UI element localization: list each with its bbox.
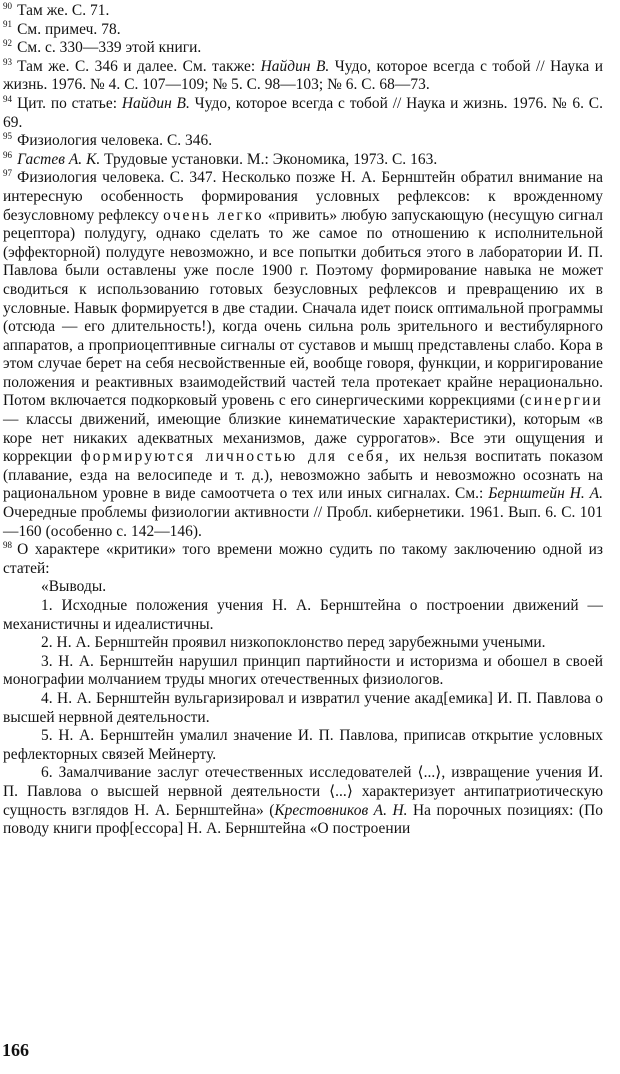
author-name: Гастев А. К. xyxy=(17,150,101,168)
quote-text: 6. Замалчивание заслуг отечественных исследователей ⟨...⟩, извращение учения И. П. Павлова о высшей нервной деятельности ⟨...⟩ характеризует антипатриотическую сущность взглядов Н. А. Бернштейна» ( xyxy=(3,764,603,819)
author-name: Найдин В. xyxy=(121,94,190,112)
emphasis-text: очень легко xyxy=(163,206,264,224)
footnote-number: 94 xyxy=(3,93,13,104)
quote-item: 5. Н. А. Бернштейн умалил значение И. П. Павлова, приписав открытие условных рефлекторных связей Мейнерту. xyxy=(3,727,603,763)
footnote-94 xyxy=(3,95,603,132)
footnote-text: Там же. С. 71. xyxy=(17,2,110,19)
footnote-98 xyxy=(3,541,603,578)
footnote-92 xyxy=(3,39,603,58)
footnote-96 xyxy=(3,151,603,170)
author-name: Бернштейн Н. А. xyxy=(488,485,604,503)
footnote-number: 97 xyxy=(3,168,13,179)
emphasis-text: формируются личностью для себя, xyxy=(80,448,391,466)
footnote-text: Очередные проблемы физиологии активности // Пробл. кибернетики. 1961. Вып. 6. С. 101—160 (особенно с. 142—146). xyxy=(3,504,603,540)
footnote-97 xyxy=(3,169,603,541)
quote-item: 3. Н. А. Бернштейн нарушил принцип партийности и историзма и обошел в своей монографии молчанием труды многих отечественных физиологов. xyxy=(3,652,603,689)
footnote-text: Чудо, которое всегда с тобой // Наука и жизнь. 1976. № 6. С. 69. xyxy=(3,94,604,131)
footnote-text: Там же. С. 346 и далее. См. также: xyxy=(17,57,261,75)
footnote-text: Цит. по статье: xyxy=(17,94,122,112)
footnotes-text xyxy=(3,2,603,839)
footnote-text: Физиология человека. С. 347. Несколько позже Н. А. Бернштейн обратил внимание на интересную особенность формирования условных рефлексов: к врожденному безусловному рефлексу xyxy=(3,169,603,224)
emphasis-text: синергии xyxy=(524,392,603,410)
quote-item: 2. Н. А. Бернштейн проявил низкопоклонство перед зарубежными учеными. xyxy=(41,634,546,652)
footnote-number: 92 xyxy=(3,38,13,49)
footnote-text: «привить» любую запускающую (несущую сигнал рецептора) полудугу, однако сделать то же самое по отношению к исполнительной (эффекторной) полудуге невозможно, и все попытки добиться этого в лаборатории И. П. Павлова были оставлены уже после 1900 г. Поэтому формирование навыка не может сводиться к использованию готовых безусловных рефлексов и превращению их в условные. Навык формируется в две стадии. Сначала идет поиск оптимальной программы (отсюда — его длительность!), когда очень сильна роль зрительного и вестибулярного аппаратов, а проприоцептивные сигналы от суставов и мышц представлены слабо. Кора в этом случае берет на себя несвойственные ей, вообще говоря, функции, и корригирование положения и реактивных взаимодействий частей тела протекает крайне нерационально. Потом включается подкорковый уровень с его синергическими коррекциями ( xyxy=(3,206,603,410)
footnote-text: Физиология человека. С. 346. xyxy=(17,132,213,150)
footnote-text: — классы движений, имеющие близкие кинематические характеристики), которым «в коре нет никаких адекватных механизмов, даже суррогатов». Все эти ощущения и коррекции xyxy=(3,411,603,466)
footnote-text: О характере «критики» того времени можно судить по такому заключению одной из статей: xyxy=(3,541,603,577)
footnote-number: 95 xyxy=(3,131,13,142)
quote-item xyxy=(3,764,603,838)
footnote-text: См. с. 330—339 этой книги. xyxy=(17,39,202,57)
footnote-number: 91 xyxy=(3,19,13,30)
footnote-number: 93 xyxy=(3,56,13,67)
footnote-text: Чудо, которое всегда с тобой // Наука и жизнь. 1976. № 4. С. 107—109; № 5. С. 98—103; № 6. С. 68—73. xyxy=(3,57,604,94)
footnote-number: 90 xyxy=(3,0,13,11)
footnote-90 xyxy=(3,2,603,21)
quote-item: 1. Исходные положения учения Н. А. Бернштейна о построении движений — механистичны и идеалистичны. xyxy=(3,597,603,633)
page-number: 166 xyxy=(2,1040,29,1060)
footnote-text: См. примеч. 78. xyxy=(17,20,121,38)
footnote-95 xyxy=(3,132,603,151)
quote-heading: «Выводы. xyxy=(41,578,107,596)
footnote-number: 98 xyxy=(3,540,13,551)
footnote-text: их нельзя воспитать показом (плавание, езда на велосипеде и т. д.), невозможно забыть и невозможно осознать на рациональном уровне в виде самоотчета о тех или иных сигналах. См.: xyxy=(3,448,603,503)
quote-text: На порочных позициях: (По поводу книги проф[ессора] Н. А. Бернштейна «О построении xyxy=(3,801,604,838)
footnote-93 xyxy=(3,58,603,95)
footnote-text: Трудовые установки. М.: Экономика, 1973. С. 163. xyxy=(100,150,438,168)
quote-item: 4. Н. А. Бернштейн вульгаризировал и извратил учение акад[емика] И. П. Павлова о высшей нервной деятельности. xyxy=(3,689,603,726)
footnote-number: 96 xyxy=(3,149,13,160)
author-name: Найдин В. xyxy=(260,57,330,75)
footnote-91 xyxy=(3,21,603,40)
author-name: Крестовников А. Н. xyxy=(274,801,408,819)
